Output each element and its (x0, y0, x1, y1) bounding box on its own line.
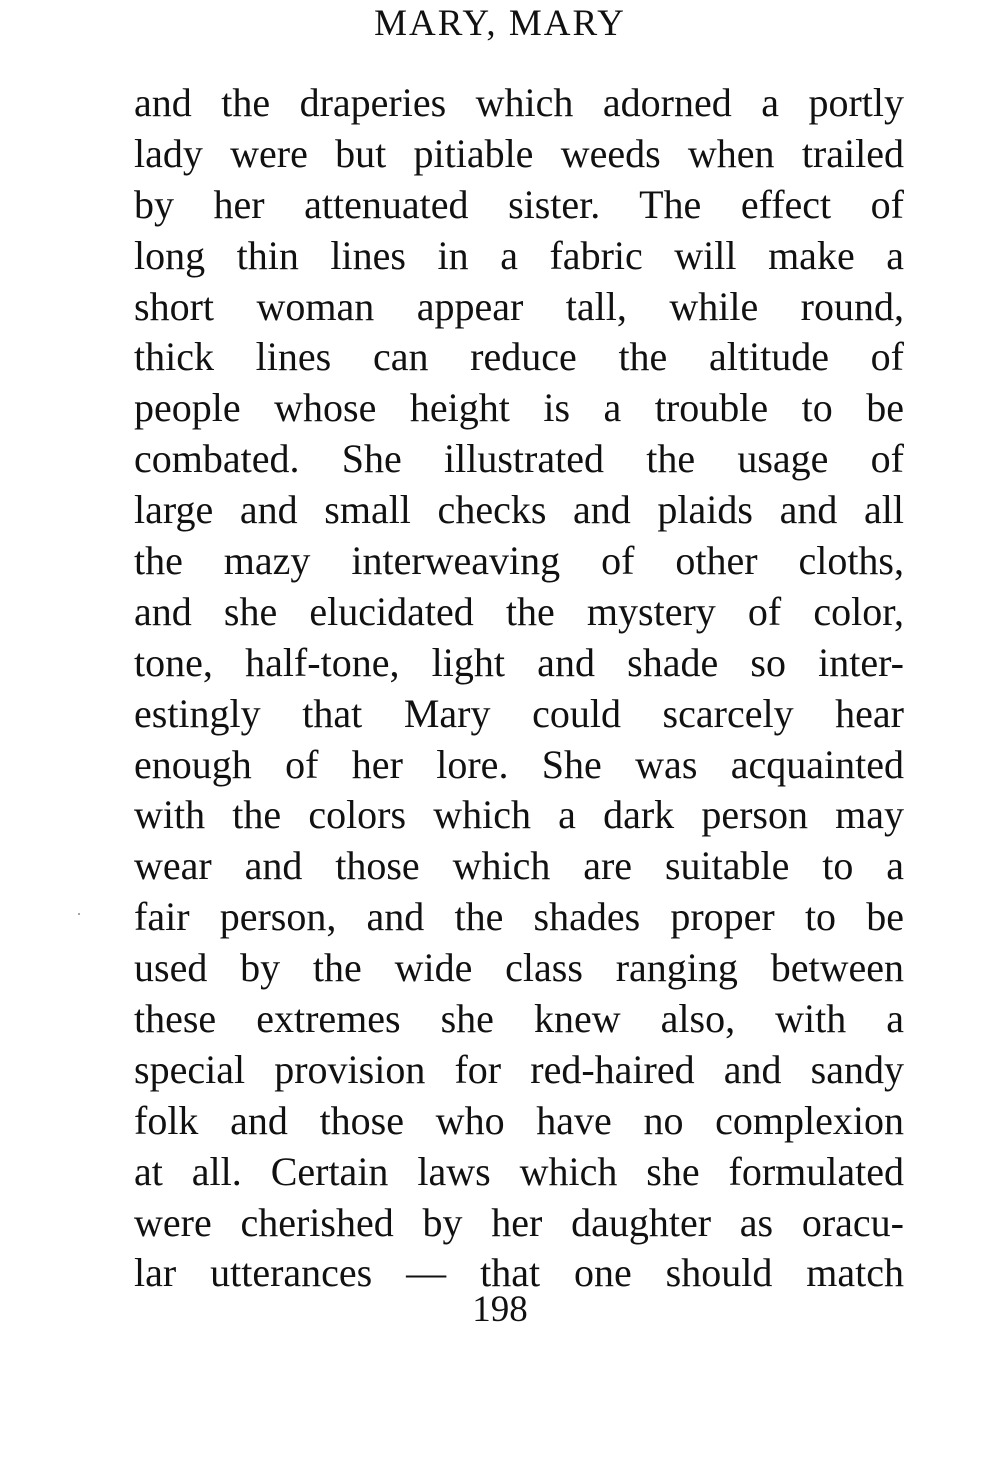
text-line: by her attenuated sister. The effect of (134, 181, 904, 227)
print-speck (78, 913, 80, 915)
text-line: estingly that Mary could scarcely hear (134, 690, 904, 736)
text-line: large and small checks and plaids and all (134, 487, 904, 533)
text-line: fair person, and the shades proper to be (134, 894, 904, 940)
page-number: 198 (472, 1289, 528, 1330)
text-line: people whose height is a trouble to be (134, 385, 904, 431)
text-line: thick lines can reduce the altitude of (134, 334, 904, 380)
text-line: lady were but pitiable weeds when trailed (134, 130, 904, 176)
text-line: were cherished by her daughter as oracu- (134, 1199, 904, 1245)
text-line: used by the wide class ranging between (134, 945, 904, 991)
body-text (134, 78, 904, 1299)
text-line: the mazy interweaving of other cloths, (134, 538, 904, 584)
text-line: lar utterances — that one should match (134, 1250, 904, 1296)
text-line: tone, half-tone, light and shade so inter- (134, 639, 904, 685)
text-line: these extremes she knew also, with a (134, 996, 904, 1042)
text-line: special provision for red-haired and sandy (134, 1046, 904, 1092)
text-line: at all. Certain laws which she formulated (134, 1148, 904, 1194)
running-head: MARY, MARY (374, 3, 626, 44)
text-line: short woman appear tall, while round, (134, 283, 904, 329)
text-line: folk and those who have no complexion (134, 1097, 904, 1143)
text-line: wear and those which are suitable to a (134, 843, 904, 889)
text-line: with the colors which a dark person may (134, 792, 904, 838)
text-line: enough of her lore. She was acquainted (134, 741, 904, 787)
text-line: combated. She illustrated the usage of (134, 436, 904, 482)
text-line: and she elucidated the mystery of color, (134, 588, 904, 634)
text-line: and the draperies which adorned a portly (134, 80, 904, 125)
text-line: long thin lines in a fabric will make a (134, 232, 904, 278)
